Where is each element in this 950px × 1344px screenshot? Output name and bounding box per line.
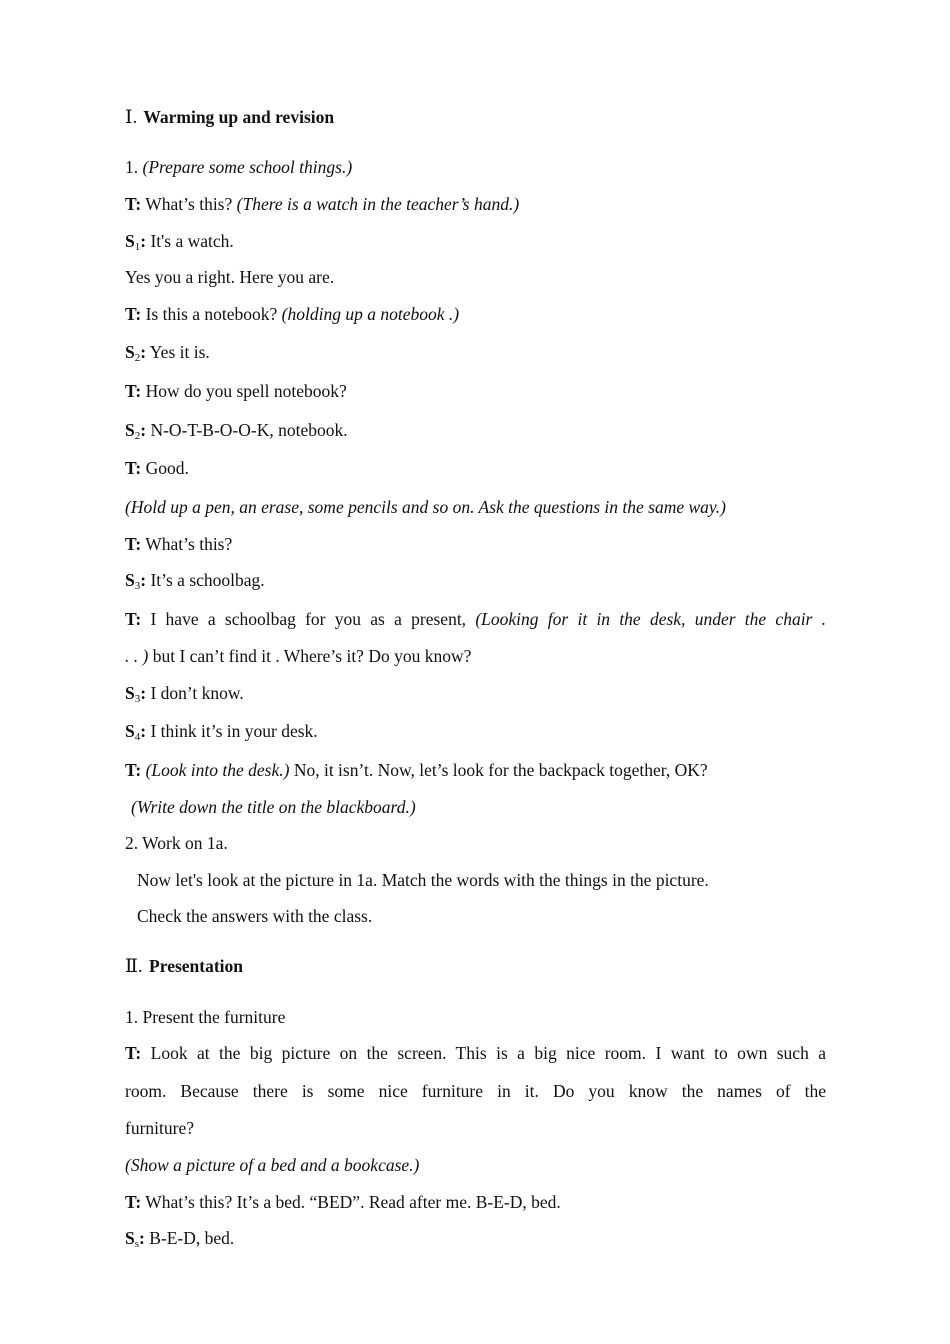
line-text: Good. [145,458,189,478]
line-text: Look at the big picture on the screen. This is a big nice room. I want to own such a [150,1043,827,1063]
dialogue-line [125,608,826,630]
dialogue-line [125,720,318,748]
dialogue-line [137,905,372,927]
dialogue-line [125,156,352,178]
line-text: Check the answers with the class. [137,906,373,926]
dialogue-line [125,682,244,710]
speaker-label: T: [125,304,142,324]
line-text: It’s a schoolbag. [150,570,265,590]
speaker-label: $S_1$: [125,231,147,253]
stage-direction: (holding up a notebook .) [281,304,460,324]
line-text: No, it isn’t. Now, let’s look for the backpack together, OK? [293,760,708,780]
line-text: I have a schoolbag for you as a present, [150,609,467,629]
line-text: I don’t know. [150,683,244,703]
section-title: Warming up and revision [143,107,335,127]
line-text: Yes it is. [149,342,210,362]
dialogue-line [137,869,709,891]
stage-direction: (Hold up a pen, an erase, some pencils and so on. Ask the questions in the same way.) [125,497,726,517]
dialogue-line [125,832,228,854]
dialogue-line [125,419,348,447]
dialogue-line [131,796,416,818]
line-text: furniture? [125,1118,194,1138]
speaker-label: $S_3$: [125,683,147,705]
stage-direction: . . ) [125,646,149,666]
speaker-label: T: [125,458,142,478]
line-text: What’s this? [145,534,233,554]
speaker-label: T: [125,194,142,214]
dialogue-line [125,303,459,325]
line-text: It's a watch. [150,231,234,251]
section-heading-warming-up [125,106,334,129]
line-text: How do you spell notebook? [145,381,347,401]
speaker-label: $S_2$: [125,420,147,442]
section-numeral: Ⅱ. [125,956,143,977]
speaker-label: T: [125,381,142,401]
line-text: 2. Work on 1a. [125,833,228,853]
line-text: B-E-D, bed. [149,1228,235,1248]
line-text: but I can’t find it . Where’s it? Do you know? [152,646,472,666]
dialogue-line [125,1117,194,1139]
section-title: Presentation [149,956,244,976]
dialogue-line [125,533,232,555]
line-text: Yes you a right. Here you are. [125,267,335,287]
line-text: 1. Present the furniture [125,1007,286,1027]
stage-direction: (Looking for it in the desk, under the chair . [475,609,827,629]
dialogue-line [125,266,334,288]
dialogue-line [125,645,471,667]
stage-direction: (Show a picture of a bed and a bookcase.) [125,1155,420,1175]
speaker-label: $S_2$: [125,342,147,364]
dialogue-line [125,1006,285,1028]
speaker-label: $S_3$: [125,570,147,592]
line-text: I think it’s in your desk. [150,721,318,741]
dialogue-line [125,1191,561,1213]
dialogue-line [125,1042,826,1064]
dialogue-line [125,457,189,479]
dialogue-line [125,193,519,215]
speaker-label: T: [125,760,142,780]
dialogue-line [125,496,726,518]
line-text: room. Because there is some nice furniture in it. Do you know the names of the [125,1081,826,1101]
speaker-label: T: [125,1043,142,1063]
line-text: N-O-T-B-O-O-K, notebook. [150,420,348,440]
line-text: What’s this? It’s a bed. “BED”. Read after me. B-E-D, bed. [145,1192,561,1212]
dialogue-line [125,230,234,258]
dialogue-line [125,1227,234,1255]
step-number: 1. [125,157,139,177]
stage-direction: (Write down the title on the blackboard.) [131,797,416,817]
line-text: Is this a notebook? [145,304,278,324]
line-text: What’s this? [145,194,233,214]
stage-direction: (There is a watch in the teacher’s hand.) [236,194,520,214]
speaker-label: T: [125,1192,142,1212]
dialogue-line [125,569,265,597]
dialogue-line [125,759,708,781]
speaker-label: T: [125,609,142,629]
section-numeral: Ⅰ. [125,107,138,128]
dialogue-line [125,380,347,402]
dialogue-line [125,1080,826,1102]
speaker-label: $S_s$: [125,1228,145,1250]
line-text: Now let's look at the picture in 1a. Match the words with the things in the picture. [137,870,709,890]
dialogue-line [125,341,210,369]
stage-direction: (Look into the desk.) [145,760,290,780]
speaker-label: $S_4$: [125,721,147,743]
dialogue-line [125,1154,419,1176]
speaker-label: T: [125,534,142,554]
stage-direction: (Prepare some school things.) [142,157,353,177]
section-heading-presentation [125,955,243,978]
